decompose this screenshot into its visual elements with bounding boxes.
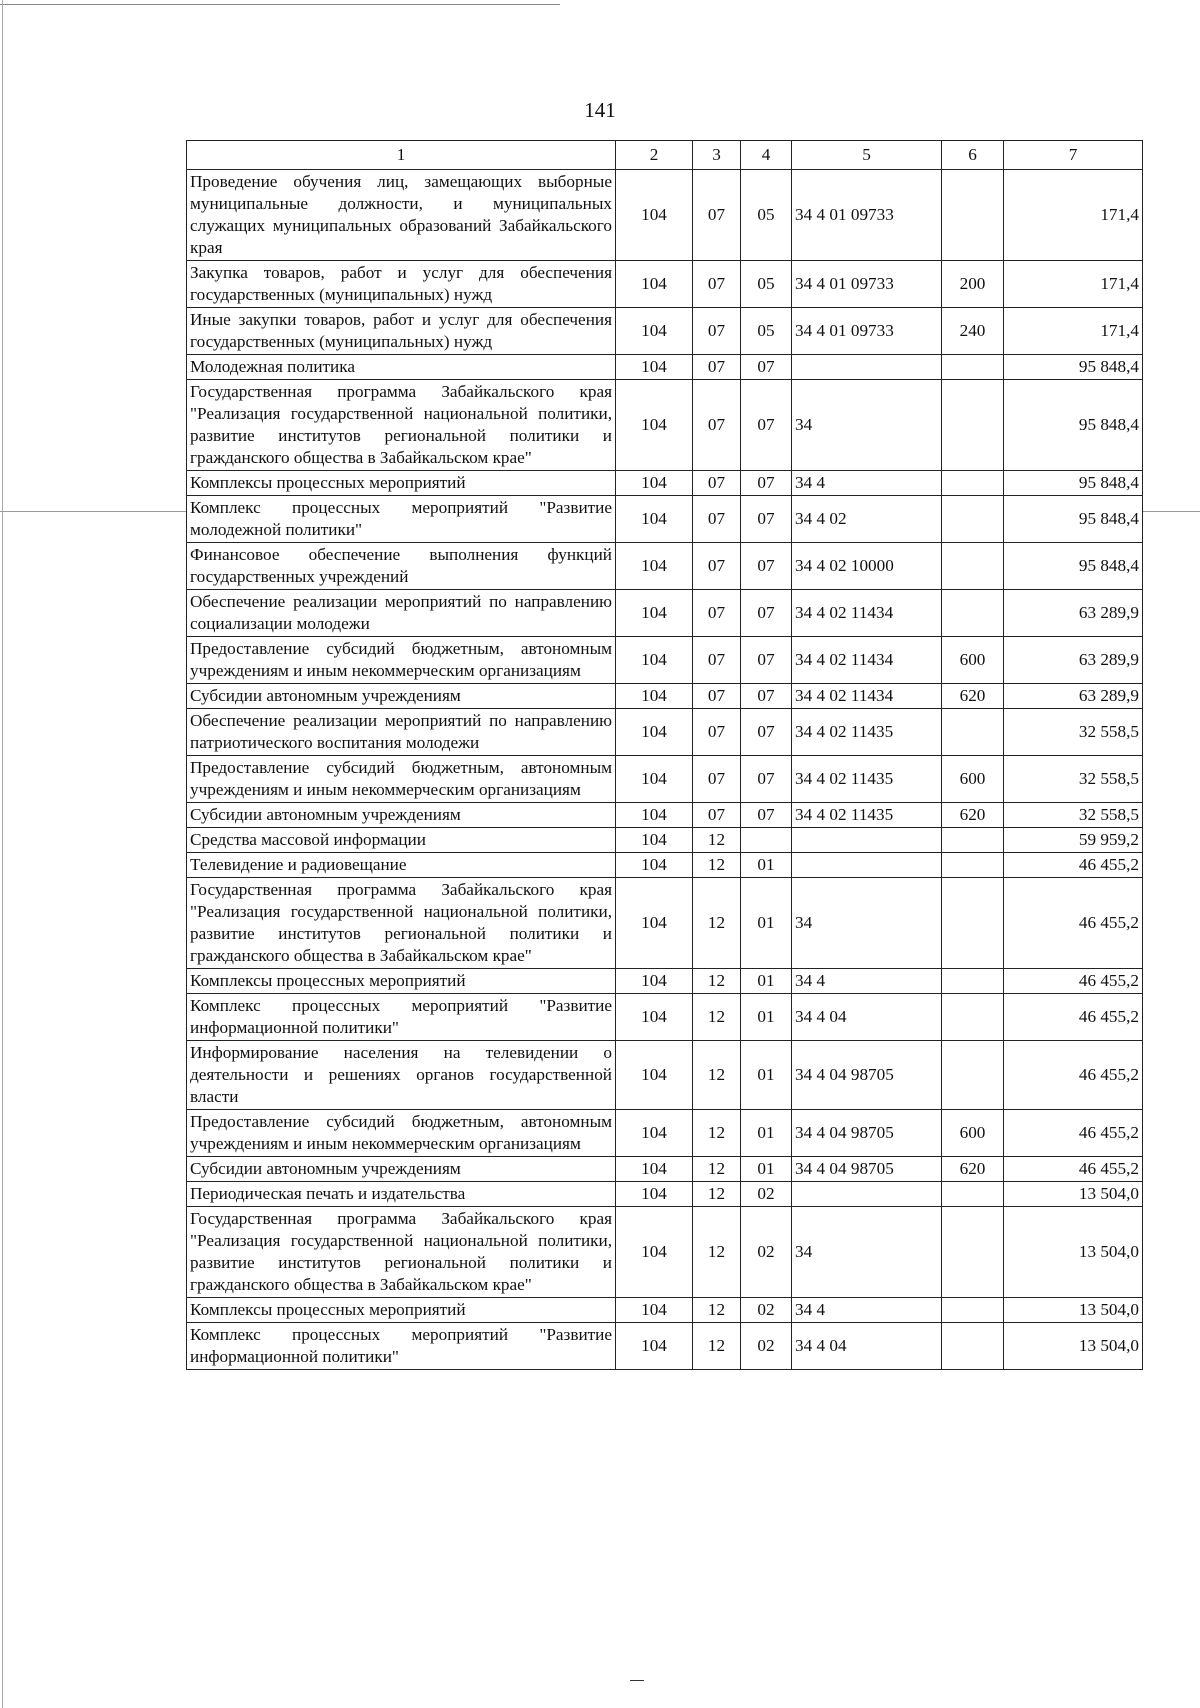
row-name-cell: Информирование населения на телевидении о деятельности и решениях органов государственной власти [187,1041,616,1110]
row-amount-cell: 46 455,2 [1004,1110,1143,1157]
row-expense-type-cell: 620 [942,803,1004,828]
header-row [187,141,1143,170]
table-row [187,590,1143,637]
table-row [187,709,1143,756]
row-subsection-cell: 01 [741,1157,792,1182]
row-amount-cell: 59 959,2 [1004,828,1143,853]
row-section-cell: 12 [693,969,741,994]
row-expense-type-cell [942,994,1004,1041]
row-expense-type-cell [942,969,1004,994]
row-target-code-cell: 34 4 02 11435 [792,803,942,828]
row-expense-type-cell [942,471,1004,496]
row-grbs-cell: 104 [616,637,693,684]
row-amount-cell: 95 848,4 [1004,543,1143,590]
row-amount-cell: 13 504,0 [1004,1298,1143,1323]
row-grbs-cell: 104 [616,261,693,308]
row-name-cell: Финансовое обеспечение выполнения функций государственных учреждений [187,543,616,590]
row-amount-cell: 46 455,2 [1004,994,1143,1041]
row-amount-cell: 32 558,5 [1004,756,1143,803]
row-grbs-cell: 104 [616,803,693,828]
row-grbs-cell: 104 [616,1110,693,1157]
row-target-code-cell [792,853,942,878]
row-amount-cell: 46 455,2 [1004,1041,1143,1110]
row-expense-type-cell [942,828,1004,853]
row-subsection-cell: 01 [741,969,792,994]
table-row [187,471,1143,496]
table-row [187,637,1143,684]
row-name-cell: Проведение обучения лиц, замещающих выборные муниципальные должности, и муниципальных служащих муниципальных образований Забайкальского края [187,170,616,261]
table-row [187,1182,1143,1207]
page-number: 141 [584,98,616,122]
row-subsection-cell: 02 [741,1207,792,1298]
row-expense-type-cell [942,1041,1004,1110]
row-section-cell: 07 [693,543,741,590]
row-target-code-cell: 34 4 01 09733 [792,308,942,355]
row-subsection-cell: 05 [741,170,792,261]
row-section-cell: 12 [693,1110,741,1157]
row-expense-type-cell [942,1298,1004,1323]
row-subsection-cell: 07 [741,355,792,380]
row-expense-type-cell: 620 [942,1157,1004,1182]
row-name-cell: Государственная программа Забайкальского края "Реализация государственной национальной политики, развитие институтов региональной политики и гражданского общества в Забайкальском крае" [187,1207,616,1298]
scan-top-rule [0,4,560,5]
row-target-code-cell: 34 4 01 09733 [792,261,942,308]
table-row [187,543,1143,590]
row-section-cell: 12 [693,1182,741,1207]
table-row [187,828,1143,853]
table-row [187,994,1143,1041]
row-name-cell: Комплекс процессных мероприятий "Развитие информационной политики" [187,994,616,1041]
row-subsection-cell: 02 [741,1182,792,1207]
row-section-cell: 07 [693,803,741,828]
row-target-code-cell: 34 [792,380,942,471]
table-row [187,308,1143,355]
table-row [187,355,1143,380]
row-expense-type-cell [942,380,1004,471]
row-name-cell: Предоставление субсидий бюджетным, автономным учреждениям и иным некоммерческим организациям [187,637,616,684]
row-section-cell: 07 [693,380,741,471]
row-expense-type-cell: 200 [942,261,1004,308]
row-target-code-cell: 34 4 02 10000 [792,543,942,590]
row-amount-cell: 46 455,2 [1004,1157,1143,1182]
row-target-code-cell: 34 4 01 09733 [792,170,942,261]
row-grbs-cell: 104 [616,1207,693,1298]
row-target-code-cell: 34 [792,1207,942,1298]
row-section-cell: 12 [693,1041,741,1110]
row-name-cell: Государственная программа Забайкальского края "Реализация государственной национальной политики, развитие институтов региональной политики и гражданского общества в Забайкальском крае" [187,878,616,969]
row-subsection-cell: 02 [741,1298,792,1323]
row-amount-cell: 63 289,9 [1004,684,1143,709]
row-grbs-cell: 104 [616,1157,693,1182]
scan-margin-rule-left [0,511,186,512]
row-subsection-cell: 07 [741,590,792,637]
scan-bottom-dash [630,1680,644,1681]
row-amount-cell: 13 504,0 [1004,1323,1143,1370]
table-row [187,969,1143,994]
row-section-cell: 12 [693,878,741,969]
column-header-6: 6 [942,141,1004,170]
row-amount-cell: 32 558,5 [1004,709,1143,756]
row-amount-cell: 95 848,4 [1004,355,1143,380]
table-header [187,141,1143,170]
row-subsection-cell: 07 [741,756,792,803]
row-amount-cell: 46 455,2 [1004,853,1143,878]
row-name-cell: Обеспечение реализации мероприятий по направлению патриотического воспитания молодежи [187,709,616,756]
table-row [187,1323,1143,1370]
row-section-cell: 12 [693,1157,741,1182]
row-amount-cell: 32 558,5 [1004,803,1143,828]
row-expense-type-cell [942,355,1004,380]
table-row [187,853,1143,878]
row-name-cell: Комплексы процессных мероприятий [187,969,616,994]
row-target-code-cell: 34 4 04 [792,994,942,1041]
column-header-4: 4 [741,141,792,170]
row-target-code-cell: 34 4 02 [792,496,942,543]
row-subsection-cell: 07 [741,471,792,496]
row-grbs-cell: 104 [616,170,693,261]
row-grbs-cell: 104 [616,828,693,853]
row-section-cell: 07 [693,756,741,803]
column-header-3: 3 [693,141,741,170]
row-expense-type-cell [942,1323,1004,1370]
column-header-7: 7 [1004,141,1143,170]
row-name-cell: Субсидии автономным учреждениям [187,684,616,709]
row-section-cell: 12 [693,828,741,853]
row-name-cell: Телевидение и радиовещание [187,853,616,878]
row-target-code-cell: 34 4 02 11435 [792,709,942,756]
row-amount-cell: 95 848,4 [1004,496,1143,543]
row-target-code-cell: 34 4 04 [792,1323,942,1370]
table-row [187,684,1143,709]
row-grbs-cell: 104 [616,380,693,471]
row-grbs-cell: 104 [616,355,693,380]
row-section-cell: 12 [693,1298,741,1323]
row-expense-type-cell [942,543,1004,590]
row-expense-type-cell: 600 [942,1110,1004,1157]
row-target-code-cell: 34 4 04 98705 [792,1110,942,1157]
row-expense-type-cell [942,170,1004,261]
row-amount-cell: 13 504,0 [1004,1182,1143,1207]
table-row [187,170,1143,261]
row-section-cell: 07 [693,637,741,684]
table-row [187,261,1143,308]
row-amount-cell: 95 848,4 [1004,380,1143,471]
row-grbs-cell: 104 [616,471,693,496]
row-section-cell: 07 [693,308,741,355]
row-grbs-cell: 104 [616,1182,693,1207]
row-name-cell: Субсидии автономным учреждениям [187,803,616,828]
row-subsection-cell: 01 [741,853,792,878]
row-section-cell: 07 [693,709,741,756]
row-section-cell: 07 [693,684,741,709]
row-expense-type-cell: 600 [942,637,1004,684]
row-name-cell: Закупка товаров, работ и услуг для обеспечения государственных (муниципальных) нужд [187,261,616,308]
table-row [187,878,1143,969]
row-grbs-cell: 104 [616,878,693,969]
row-subsection-cell: 07 [741,543,792,590]
row-name-cell: Комплексы процессных мероприятий [187,471,616,496]
scan-left-edge [2,0,3,1708]
row-grbs-cell: 104 [616,1298,693,1323]
row-name-cell: Комплексы процессных мероприятий [187,1298,616,1323]
column-header-2: 2 [616,141,693,170]
row-expense-type-cell: 600 [942,756,1004,803]
row-subsection-cell: 01 [741,878,792,969]
row-expense-type-cell [942,709,1004,756]
row-target-code-cell: 34 4 04 98705 [792,1041,942,1110]
row-grbs-cell: 104 [616,590,693,637]
row-target-code-cell: 34 4 02 11434 [792,637,942,684]
row-section-cell: 12 [693,1323,741,1370]
row-target-code-cell: 34 4 [792,969,942,994]
row-subsection-cell: 07 [741,684,792,709]
row-grbs-cell: 104 [616,709,693,756]
row-grbs-cell: 104 [616,1041,693,1110]
row-name-cell: Субсидии автономным учреждениям [187,1157,616,1182]
row-grbs-cell: 104 [616,994,693,1041]
row-amount-cell: 171,4 [1004,261,1143,308]
row-expense-type-cell [942,878,1004,969]
row-grbs-cell: 104 [616,684,693,709]
scan-margin-rule-right [1142,511,1200,512]
row-amount-cell: 46 455,2 [1004,969,1143,994]
row-section-cell: 07 [693,471,741,496]
table-row [187,380,1143,471]
row-section-cell: 07 [693,590,741,637]
row-target-code-cell: 34 4 04 98705 [792,1157,942,1182]
row-grbs-cell: 104 [616,496,693,543]
row-subsection-cell: 07 [741,380,792,471]
row-name-cell: Периодическая печать и издательства [187,1182,616,1207]
row-subsection-cell: 01 [741,1041,792,1110]
row-expense-type-cell [942,496,1004,543]
row-subsection-cell: 07 [741,803,792,828]
row-name-cell: Иные закупки товаров, работ и услуг для обеспечения государственных (муниципальных) нужд [187,308,616,355]
row-target-code-cell: 34 [792,878,942,969]
row-grbs-cell: 104 [616,308,693,355]
table-row [187,756,1143,803]
column-header-1: 1 [187,141,616,170]
table-row [187,1110,1143,1157]
row-amount-cell: 63 289,9 [1004,590,1143,637]
row-section-cell: 07 [693,355,741,380]
table-row [187,1207,1143,1298]
row-target-code-cell [792,828,942,853]
row-subsection-cell: 05 [741,261,792,308]
row-section-cell: 12 [693,994,741,1041]
row-name-cell: Государственная программа Забайкальского края "Реализация государственной национальной политики, развитие институтов региональной политики и гражданского общества в Забайкальском крае" [187,380,616,471]
column-header-5: 5 [792,141,942,170]
row-name-cell: Молодежная политика [187,355,616,380]
row-target-code-cell [792,355,942,380]
row-target-code-cell: 34 4 [792,471,942,496]
row-expense-type-cell: 620 [942,684,1004,709]
row-name-cell: Обеспечение реализации мероприятий по направлению социализации молодежи [187,590,616,637]
row-amount-cell: 13 504,0 [1004,1207,1143,1298]
row-subsection-cell: 05 [741,308,792,355]
row-grbs-cell: 104 [616,756,693,803]
row-subsection-cell: 07 [741,709,792,756]
row-grbs-cell: 104 [616,853,693,878]
row-target-code-cell: 34 4 02 11434 [792,684,942,709]
row-subsection-cell [741,828,792,853]
row-section-cell: 07 [693,496,741,543]
row-section-cell: 07 [693,170,741,261]
row-section-cell: 07 [693,261,741,308]
table-row [187,1298,1143,1323]
row-amount-cell: 63 289,9 [1004,637,1143,684]
row-amount-cell: 46 455,2 [1004,878,1143,969]
row-name-cell: Средства массовой информации [187,828,616,853]
table-row [187,1041,1143,1110]
row-subsection-cell: 02 [741,1323,792,1370]
row-expense-type-cell: 240 [942,308,1004,355]
row-grbs-cell: 104 [616,969,693,994]
row-subsection-cell: 07 [741,496,792,543]
row-name-cell: Предоставление субсидий бюджетным, автономным учреждениям и иным некоммерческим организациям [187,1110,616,1157]
row-expense-type-cell [942,853,1004,878]
row-name-cell: Комплекс процессных мероприятий "Развитие молодежной политики" [187,496,616,543]
row-grbs-cell: 104 [616,1323,693,1370]
row-target-code-cell: 34 4 02 11435 [792,756,942,803]
row-subsection-cell: 07 [741,637,792,684]
row-amount-cell: 171,4 [1004,170,1143,261]
row-expense-type-cell [942,590,1004,637]
row-amount-cell: 95 848,4 [1004,471,1143,496]
row-subsection-cell: 01 [741,994,792,1041]
budget-table [186,140,1143,1370]
row-target-code-cell [792,1182,942,1207]
row-grbs-cell: 104 [616,543,693,590]
row-expense-type-cell [942,1207,1004,1298]
table-body [187,170,1143,1370]
table-row [187,496,1143,543]
row-subsection-cell: 01 [741,1110,792,1157]
table-row [187,1157,1143,1182]
row-amount-cell: 171,4 [1004,308,1143,355]
row-target-code-cell: 34 4 02 11434 [792,590,942,637]
row-name-cell: Комплекс процессных мероприятий "Развитие информационной политики" [187,1323,616,1370]
row-section-cell: 12 [693,1207,741,1298]
row-expense-type-cell [942,1182,1004,1207]
row-target-code-cell: 34 4 [792,1298,942,1323]
table-row [187,803,1143,828]
row-section-cell: 12 [693,853,741,878]
row-name-cell: Предоставление субсидий бюджетным, автономным учреждениям и иным некоммерческим организациям [187,756,616,803]
